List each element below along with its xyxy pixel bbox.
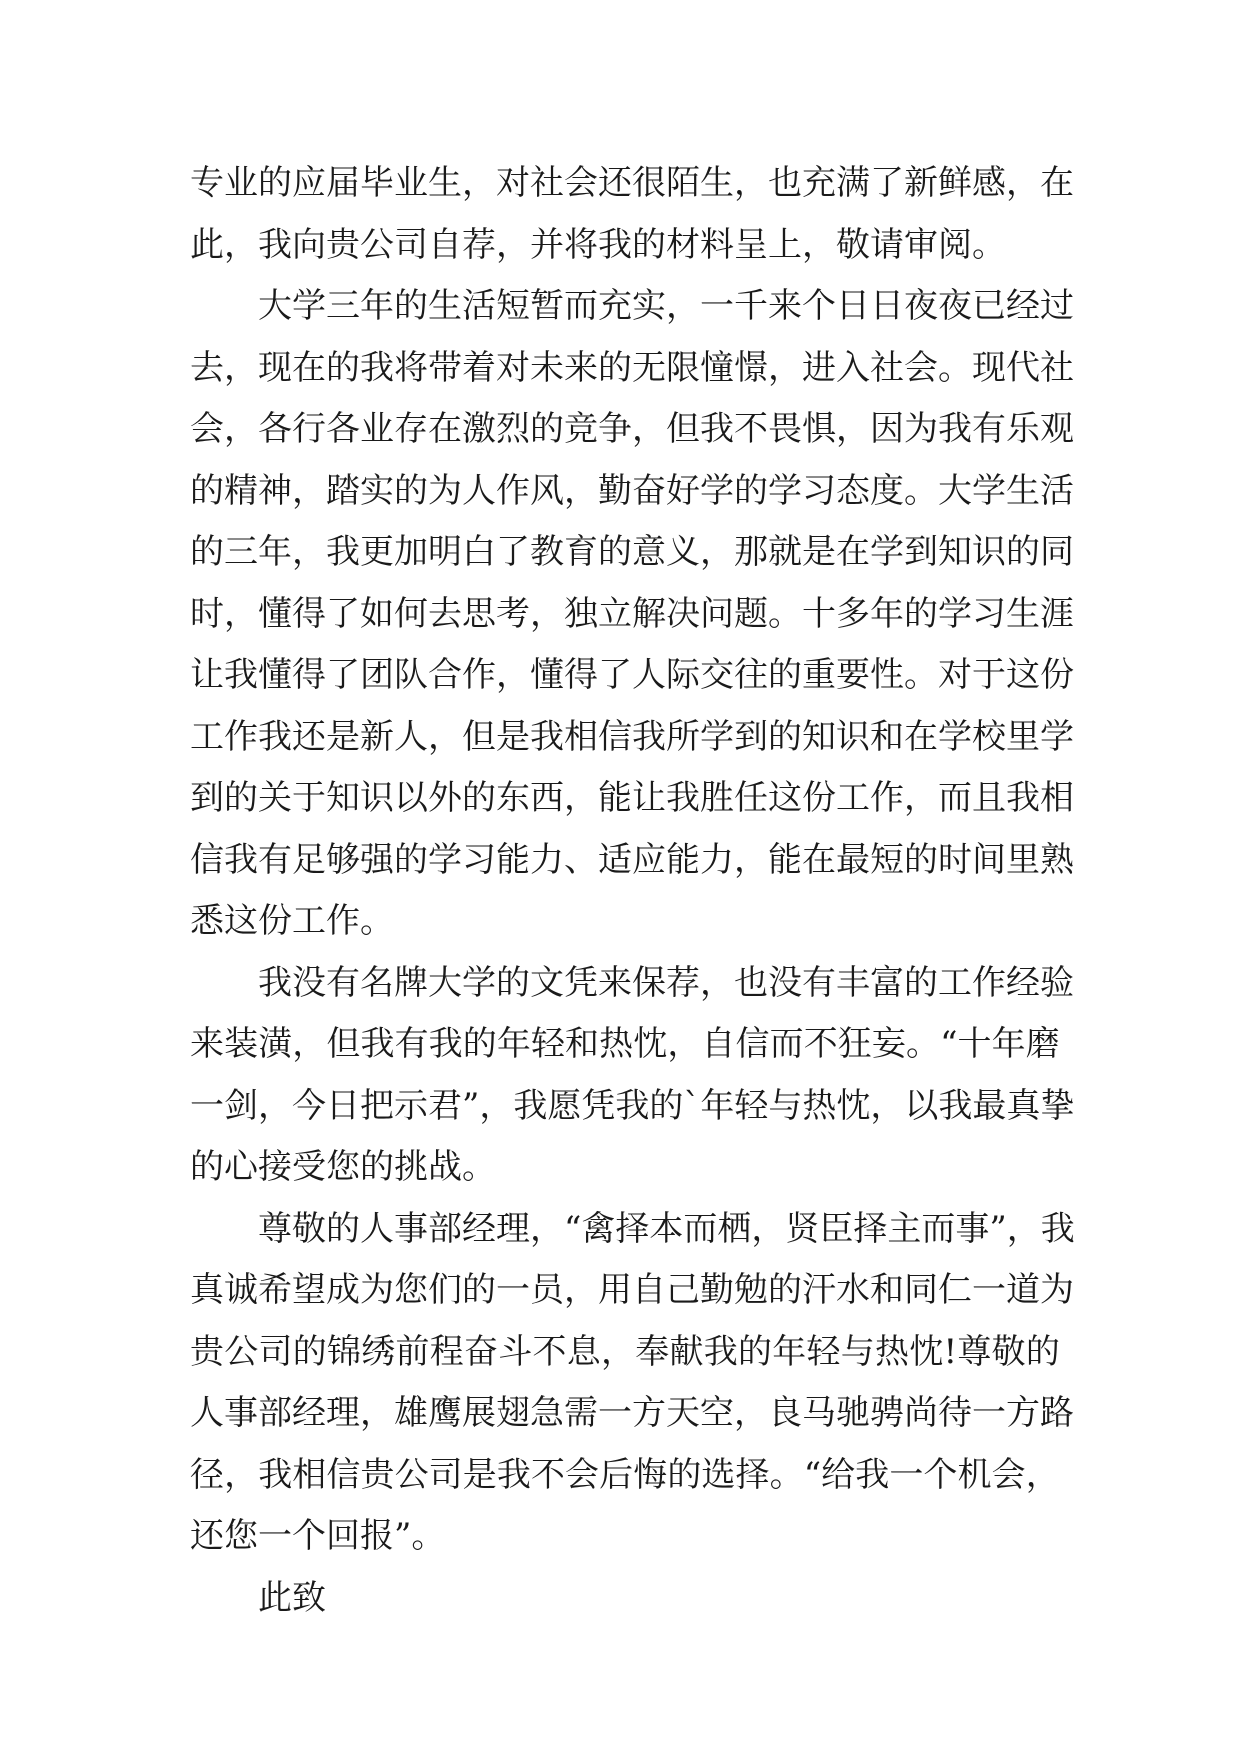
text-line: 真 诚 希 望 成 为 您 们 的 一 员 ， 用 自 己 勤 勉 的 汗 水 和 同 仁 一 道 为 <box>190 1270 1074 1310</box>
text-line: 此，我向贵公司自荐，并将我的材料呈上，敬请审阅。 <box>190 224 1006 265</box>
text-line: 的 三 年 ， 我 更 加 明 白 了 教 育 的 意 义 ， 那 就 是 在 学 到 知 识 的 同 <box>190 532 1074 572</box>
text-line: 径 ， 我 相 信 贵 公 司 是 我 不 会 后 悔 的 选 择 。 “ 给 我 一 个 机 会 ， <box>190 1454 1060 1495</box>
text-line: 去 ， 现 在 的 我 将 带 着 对 未 来 的 无 限 憧 憬 ， 进 入 社 会 。 现 代 社 <box>190 347 1074 388</box>
text-line: 专 业 的 应 届 毕 业 生 ， 对 社 会 还 很 陌 生 ， 也 充 满 了 新 鲜 感 ， 在 <box>190 163 1074 203</box>
text-line: 时 ， 懂 得 了 如 何 去 思 考 ， 独 立 解 决 问 题 。 十 多 年 的 学 习 生 涯 <box>190 593 1074 634</box>
text-line: 到 的 关 于 知 识 以 外 的 东 西 ， 能 让 我 胜 任 这 份 工 作 ， 而 且 我 相 <box>190 778 1074 818</box>
text-line: 人 事 部 经 理 ， 雄 鹰 展 翅 急 需 一 方 天 空 ， 良 马 驰 骋 尚 待 一 方 路 <box>190 1393 1074 1433</box>
text-line: 还您一个回报”。 <box>190 1516 446 1556</box>
text-line: 来 装 潢 ， 但 我 有 我 的 年 轻 和 热 忱 ， 自 信 而 不 狂 妄 。 “ 十 年 磨 <box>190 1024 1060 1064</box>
text-line: 此致 <box>258 1577 326 1618</box>
text-line: 尊 敬 的 人 事 部 经 理 ， “ 禽 择 本 而 栖 ， 贤 臣 择 主 而 事 ” ， 我 <box>258 1208 1075 1249</box>
text-line: 一 剑 ， 今 日 把 示 君 ” ， 我 愿 凭 我 的 ` 年 轻 与 热 忱 ， 以 我 最 真 挚 <box>190 1085 1075 1126</box>
text-line: 工 作 我 还 是 新 人 ， 但 是 我 相 信 我 所 学 到 的 知 识 和 在 学 校 里 学 <box>190 716 1074 757</box>
text-line: 悉这份工作。 <box>190 901 394 941</box>
text-line: 信 我 有 足 够 强 的 学 习 能 力 、 适 应 能 力 ， 能 在 最 短 的 时 间 里 熟 <box>190 839 1074 880</box>
text-line: 的 精 神 ， 踏 实 的 为 人 作 风 ， 勤 奋 好 学 的 学 习 态 度 。 大 学 生 活 <box>190 470 1074 511</box>
text-line: 贵 公 司 的 锦 绣 前 程 奋 斗 不 息 ， 奉 献 我 的 年 轻 与 热 忱 ! 尊 敬 的 <box>190 1331 1060 1372</box>
document-page <box>190 153 1075 1629</box>
text-line: 大 学 三 年 的 生 活 短 暂 而 充 实 ， 一 千 来 个 日 日 夜 夜 已 经 过 <box>258 286 1074 326</box>
text-line: 会 ， 各 行 各 业 存 在 激 烈 的 竞 争 ， 但 我 不 畏 惧 ， 因 为 我 有 乐 观 <box>190 409 1074 449</box>
text-line: 我 没 有 名 牌 大 学 的 文 凭 来 保 荐 ， 也 没 有 丰 富 的 工 作 经 验 <box>258 962 1074 1003</box>
text-line: 的心接受您的挑战。 <box>190 1147 496 1187</box>
text-line: 让 我 懂 得 了 团 队 合 作 ， 懂 得 了 人 际 交 往 的 重 要 性 。 对 于 这 份 <box>190 655 1074 695</box>
